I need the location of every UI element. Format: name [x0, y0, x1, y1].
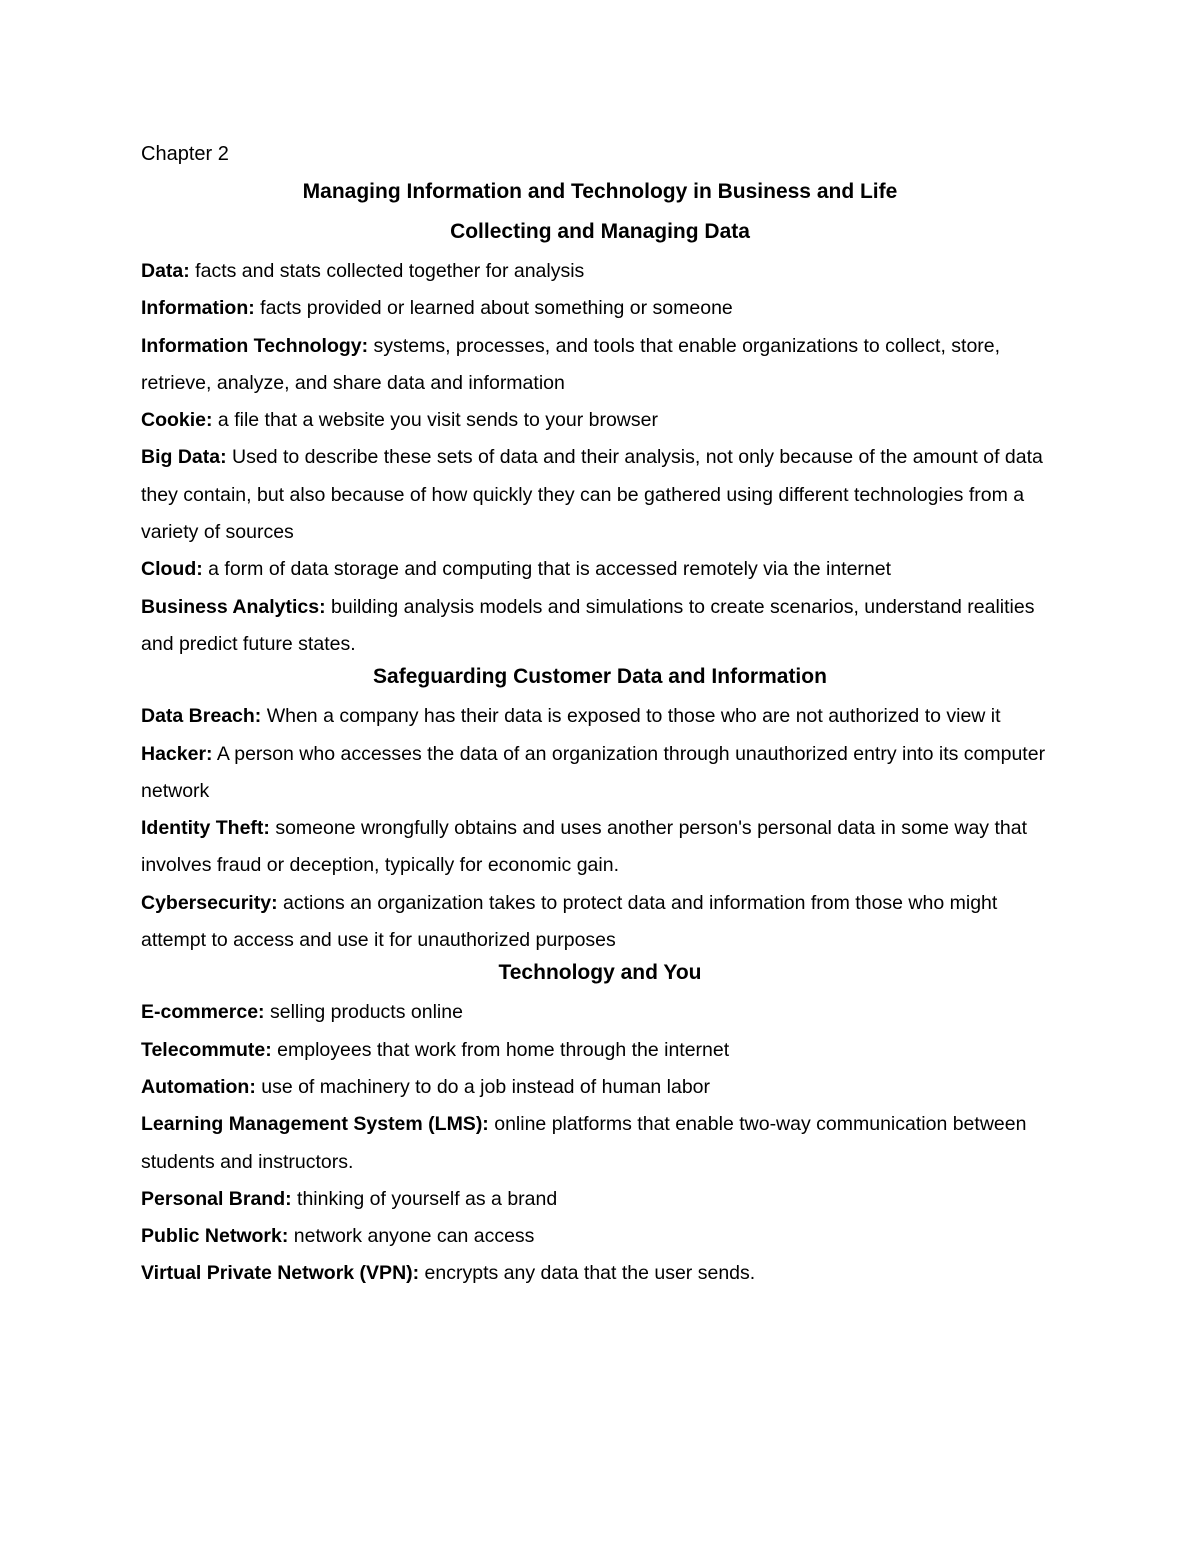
term-definition: a form of data storage and computing that is accessed remotely via the internet — [202, 558, 892, 581]
term-definition: facts provided or learned about something or someone — [254, 297, 733, 320]
term-name: Virtual Private Network (VPN): — [141, 1262, 420, 1285]
term-name: Hacker: — [141, 742, 213, 765]
term-entry — [141, 402, 1059, 439]
term-name: Telecommute: — [141, 1038, 272, 1061]
term-name: Business Analytics: — [141, 595, 326, 618]
term-entry — [141, 1255, 1059, 1292]
term-definition: building analysis models and simulations to create scenarios, understand realities and predict future states. — [141, 595, 1035, 655]
term-definition: network anyone can access — [288, 1225, 535, 1248]
document-title: Managing Information and Technology in Business and Life — [302, 180, 898, 203]
term-definition: encrypts any data that the user sends. — [419, 1262, 756, 1285]
term-entry — [141, 698, 1059, 735]
term-name: Learning Management System (LMS): — [141, 1113, 489, 1136]
term-entry — [141, 736, 1059, 811]
term-entry — [141, 551, 1059, 588]
term-entry — [141, 290, 1059, 327]
term-entry — [141, 1181, 1059, 1218]
term-entry — [141, 1069, 1059, 1106]
term-name: Information Technology: — [141, 334, 369, 357]
term-name: Big Data: — [141, 446, 227, 469]
term-name: Data Breach: — [141, 705, 262, 728]
term-definition: use of machinery to do a job instead of human labor — [255, 1075, 711, 1098]
term-entry — [141, 439, 1059, 551]
term-entry — [141, 328, 1059, 403]
section-heading: Collecting and Managing Data — [450, 220, 750, 243]
glossary-section — [141, 663, 1059, 959]
section-heading: Technology and You — [498, 961, 702, 985]
term-entry — [141, 1032, 1059, 1069]
term-name: Cybersecurity: — [141, 891, 278, 914]
term-name: Identity Theft: — [141, 817, 270, 840]
term-entry — [141, 1106, 1059, 1181]
glossary-section — [141, 218, 1059, 663]
section-heading: Safeguarding Customer Data and Information — [373, 665, 827, 689]
term-definition: selling products online — [264, 1001, 463, 1024]
term-definition: employees that work from home through the internet — [271, 1038, 730, 1061]
term-definition: When a company has their data is exposed to those who are not authorized to view it — [261, 705, 1001, 728]
term-entry — [141, 1218, 1059, 1255]
term-entry — [141, 810, 1059, 885]
term-name: Public Network: — [141, 1225, 289, 1248]
term-name: Cookie: — [141, 409, 213, 432]
glossary-section — [141, 959, 1059, 1292]
term-definition: a file that a website you visit sends to your browser — [212, 409, 658, 432]
term-name: Personal Brand: — [141, 1187, 292, 1210]
term-name: E-commerce: — [141, 1001, 265, 1024]
term-definition: A person who accesses the data of an organization through unauthorized entry into its computer network — [141, 742, 1046, 802]
term-definition: online platforms that enable two-way communication between students and instructors. — [141, 1113, 1027, 1173]
term-name: Automation: — [141, 1075, 256, 1098]
term-name: Information: — [141, 297, 255, 320]
term-entry — [141, 885, 1059, 960]
term-definition: actions an organization takes to protect data and information from those who might attempt to access and use it for unauthorized purposes — [141, 891, 998, 952]
term-definition: facts and stats collected together for analysis — [189, 260, 585, 282]
term-entry — [141, 253, 1059, 290]
term-definition: someone wrongfully obtains and uses another person's personal data in some way that involves fraud or deception, typically for economic gain. — [141, 817, 1027, 877]
term-entry — [141, 994, 1059, 1031]
term-name: Cloud: — [141, 558, 203, 581]
term-definition: Used to describe these sets of data and their analysis, not only because of the amount of data they contain, but also because of how quickly they can be gathered using different technologies from a variety of sources — [141, 446, 1043, 544]
term-entry — [141, 589, 1059, 664]
term-definition: systems, processes, and tools that enable organizations to collect, store, retrieve, analyze, and share data and information — [141, 334, 1001, 394]
term-definition: thinking of yourself as a brand — [291, 1187, 558, 1210]
term-name: Data: — [141, 260, 190, 282]
glossary-sections — [141, 218, 1059, 1293]
chapter-label: Chapter 2 — [141, 143, 229, 165]
